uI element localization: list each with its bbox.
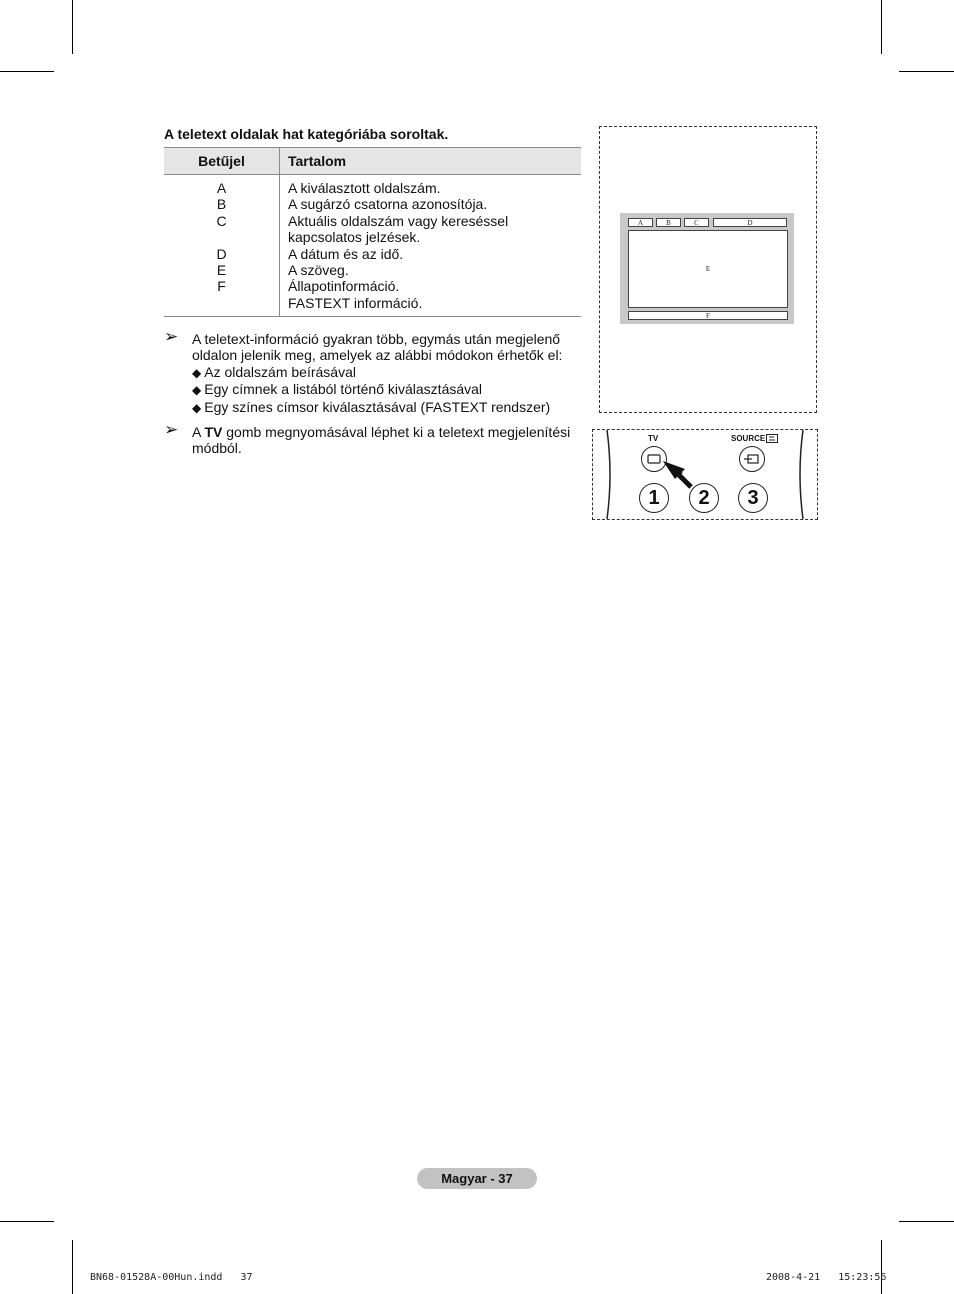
- note-arrow-icon: ➢: [164, 420, 179, 439]
- letter-d: D: [216, 245, 227, 262]
- diamond-bullet-icon: ◆: [192, 365, 202, 380]
- number-button-1[interactable]: 1: [639, 483, 669, 513]
- note-body: [192, 424, 584, 457]
- diamond-bullet-icon: ◆: [192, 400, 202, 415]
- content-cell: [280, 175, 582, 317]
- source-label-icon: [766, 434, 778, 443]
- note-arrow-icon: ➢: [164, 327, 179, 346]
- crop-mark: [72, 0, 73, 54]
- content-line: A sugárzó csatorna azonosítója.: [288, 196, 488, 213]
- list-item-text: Az oldalszám beírásával: [204, 363, 356, 380]
- crop-mark: [0, 71, 54, 72]
- teletext-box-b: B: [656, 218, 681, 227]
- crop-mark: [881, 1240, 882, 1294]
- crop-mark: [881, 0, 882, 54]
- letter-spacer: [164, 295, 279, 311]
- letter-spacer: [164, 229, 279, 245]
- crop-mark: [72, 1240, 73, 1294]
- crop-mark: [899, 1221, 954, 1222]
- letter-b: B: [216, 196, 227, 213]
- content-line: A kiválasztott oldalszám.: [288, 180, 441, 196]
- page-number-label: Magyar - 37: [417, 1168, 537, 1189]
- source-button[interactable]: [739, 446, 765, 472]
- letter-cell: [164, 175, 280, 317]
- letter-f: F: [217, 278, 226, 295]
- letter-e: E: [216, 262, 227, 279]
- number-button-3[interactable]: 3: [738, 483, 768, 513]
- note-text: A teletext-információ gyakran több, egymás után megjelenő: [192, 331, 561, 347]
- footer-file-name: BN68-01528A-00Hun.indd 37: [90, 1272, 253, 1283]
- list-item: [192, 381, 584, 398]
- crop-mark: [899, 71, 954, 72]
- source-button-label: SOURCE: [731, 434, 766, 443]
- tv-keyword: TV: [204, 424, 223, 440]
- column-header-content: Tartalom: [280, 148, 582, 175]
- list-item-text: Egy színes címsor kiválasztásával (FASTEXT rendszer): [204, 398, 551, 415]
- note-text: oldalon jelenik meg, amelyek az alábbi módokon érhetők el:: [192, 347, 563, 364]
- footer-timestamp: 2008-4-21 15:23:56: [766, 1272, 887, 1283]
- diamond-bullet-icon: ◆: [192, 383, 202, 398]
- teletext-box-c: C: [684, 218, 709, 227]
- teletext-box-d: D: [713, 218, 787, 227]
- number-button-2[interactable]: 2: [689, 483, 719, 513]
- category-table: [164, 147, 581, 317]
- content-line: Aktuális oldalszám vagy kereséssel: [288, 212, 509, 229]
- content-line: A dátum és az idő.: [288, 245, 404, 262]
- list-item: [192, 364, 584, 381]
- note-text: módból.: [192, 440, 242, 457]
- tv-button-label: TV: [648, 434, 659, 443]
- letter-a: A: [216, 180, 227, 196]
- content-line: Állapotinformáció.: [288, 278, 400, 295]
- crop-mark: [0, 1221, 54, 1222]
- teletext-screen-diagram: [620, 213, 794, 324]
- column-header-letter: Betűjel: [164, 148, 280, 175]
- section-heading: A teletext oldalak hat kategóriába soroltak.: [164, 126, 449, 142]
- list-item: [192, 399, 584, 416]
- content-line: FASTEXT információ.: [288, 294, 423, 311]
- content-line: kapcsolatos jelzések.: [288, 229, 421, 246]
- teletext-box-e: E: [628, 230, 788, 308]
- teletext-box-f: F: [628, 311, 788, 320]
- remote-figure: [592, 429, 818, 520]
- source-icon: [740, 447, 764, 471]
- list-item-text: Egy címnek a listából történő kiválasztásával: [204, 381, 483, 398]
- content-line: A szöveg.: [288, 262, 349, 279]
- note-text: A TV gomb megnyomásával léphet ki a teletext megjelenítési: [192, 424, 571, 440]
- teletext-box-a: A: [628, 218, 653, 227]
- letter-c: C: [216, 212, 227, 229]
- note-body: [192, 331, 584, 416]
- table-row: [164, 175, 581, 317]
